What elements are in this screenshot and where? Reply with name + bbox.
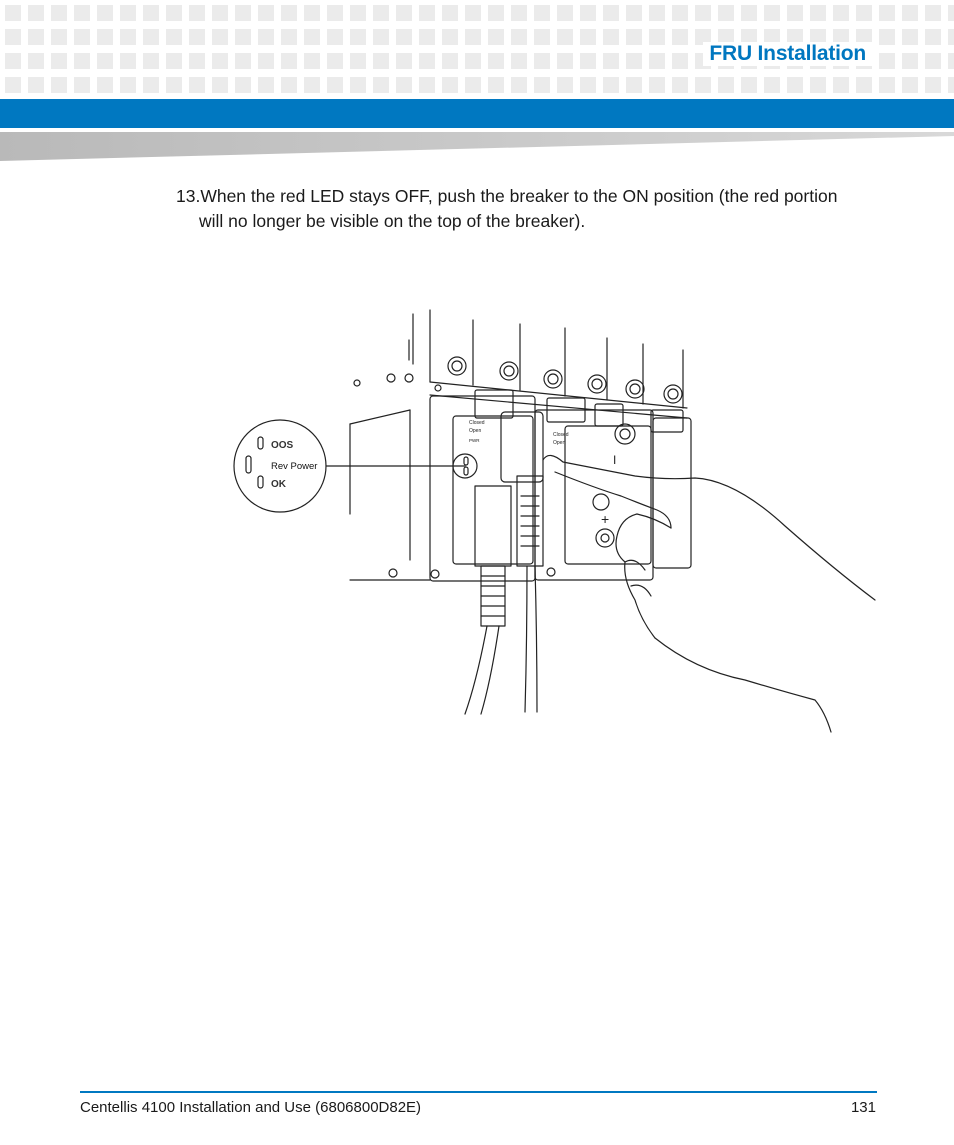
panel-pwr-label: PWR (469, 438, 480, 443)
power-cables (465, 476, 543, 714)
callout-rev-power-label: Rev Power (271, 461, 318, 472)
hand-illustration (543, 455, 875, 732)
footer-document-title: Centellis 4100 Installation and Use (6806800D82E) (80, 1099, 422, 1116)
chassis-left-side (350, 314, 430, 580)
breaker-illustration (225, 300, 885, 740)
panel-closed-label-2: Closed (469, 420, 485, 426)
panel-closed-label: Closed (553, 432, 569, 438)
panel-plus-label: + (601, 511, 610, 527)
led-callout (234, 420, 477, 512)
footer-rule (80, 1091, 877, 1093)
section-title: FRU Installation (703, 42, 872, 66)
step-number: 13. (176, 186, 201, 206)
callout-ok-label: OK (271, 479, 286, 490)
power-modules (430, 390, 691, 581)
header-gray-wedge (0, 128, 954, 164)
panel-bar-label: I (613, 453, 617, 467)
step-instruction (176, 184, 886, 234)
header-blue-bar (0, 99, 954, 128)
panel-open-label: Open (553, 440, 566, 446)
footer-page-number: 131 (850, 1099, 876, 1116)
panel-open-label-2: Open (469, 428, 482, 434)
step-text-line1: When the red LED stays OFF, push the breaker to the ON position (the red portion (200, 186, 838, 206)
callout-oos-label: OOS (271, 440, 294, 451)
step-text-line2: will no longer be visible on the top of the breaker). (199, 211, 586, 231)
top-rail (430, 310, 687, 418)
